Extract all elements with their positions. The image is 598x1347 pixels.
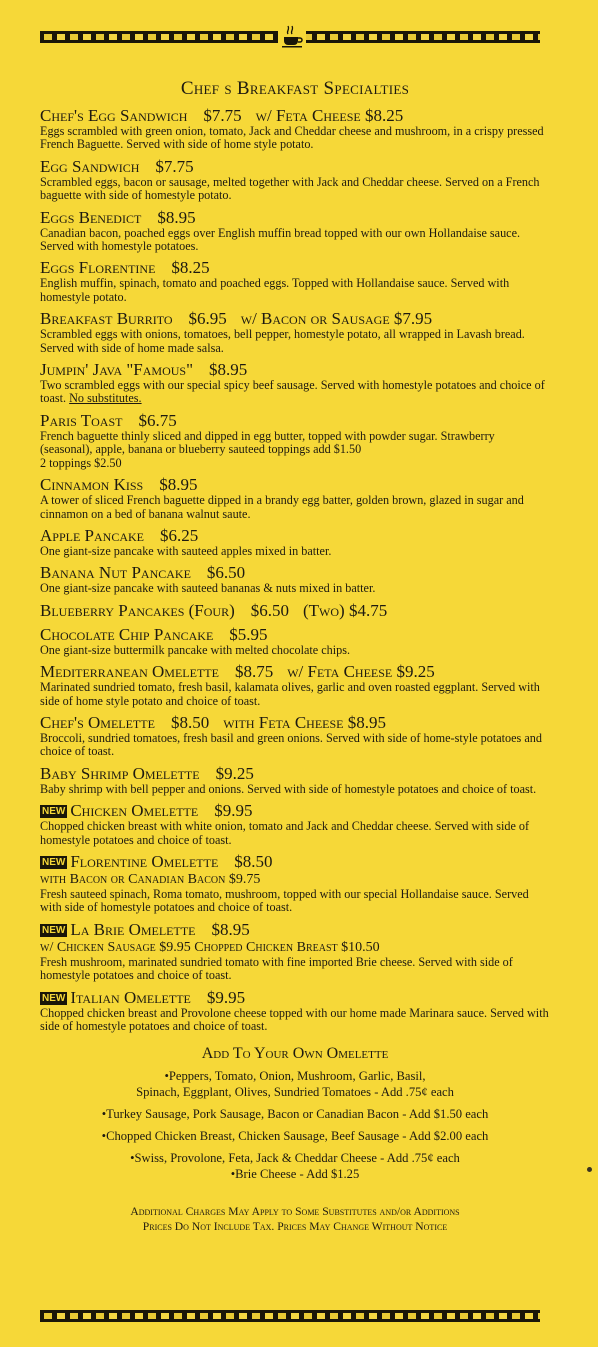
- menu-item-price: $8.95: [211, 919, 250, 939]
- menu-item-title: [40, 360, 550, 379]
- menu-item-name: Jumpin' Java "Famous": [40, 360, 194, 380]
- menu-item-title: [40, 526, 550, 545]
- add-ons-line: •Peppers, Tomato, Onion, Mushroom, Garlic, Basil, Spinach, Eggplant, Olives, Sundried Tomatoes - Add .75¢ each: [136, 1069, 454, 1100]
- menu-item-price: $9.95: [214, 801, 253, 821]
- menu-item-name: La Brie Omelette: [70, 919, 196, 939]
- menu-item-name: Egg Sandwich: [40, 156, 140, 176]
- menu-item-title: [40, 662, 550, 681]
- menu-item-title: [40, 411, 550, 430]
- menu-item-price: $6.50: [206, 563, 246, 583]
- menu-item-description: Marinated sundried tomato, fresh basil, kalamata olives, garlic and oven roasted eggplant. Served with side of home style potato and choice of toast.: [40, 680, 540, 708]
- menu-item-price: $8.50: [234, 851, 273, 871]
- menu-item-price: $6.95: [188, 309, 227, 329]
- menu-item-title: [40, 713, 550, 732]
- menu-item-title: [40, 258, 550, 277]
- add-ons-section: [40, 1046, 550, 1182]
- menu-item-note: No substitutes.: [69, 391, 142, 406]
- menu-item: [40, 526, 550, 563]
- new-badge: NEW: [42, 856, 66, 868]
- menu-item-title: [40, 208, 550, 227]
- menu-item: [40, 360, 550, 411]
- bottom-decorative-border: [40, 1310, 540, 1322]
- menu-item-description: Baby shrimp with bell pepper and onions. Served with side of homestyle potatoes and choice of toast.: [40, 781, 537, 796]
- menu-item-price: $6.75: [138, 410, 177, 430]
- page-title: Chef s Breakfast Specialties: [180, 78, 410, 99]
- menu-item-price: $8.75: [234, 662, 274, 682]
- menu-item-price: $8.50: [170, 712, 210, 732]
- menu-items-list: [40, 106, 550, 1038]
- menu-item: [40, 309, 550, 360]
- menu-item-extra-price: w/ Feta Cheese $8.25: [255, 106, 404, 125]
- menu-item-description: French baguette thinly sliced and dipped in egg butter, topped with powder sugar. Strawberry (seasonal), apple, banana or blueberry sauteed toppings add $1.50 2 toppings $2.50: [40, 428, 495, 470]
- side-dot: [587, 1167, 592, 1172]
- menu-item: [40, 764, 550, 801]
- menu-item-price: $6.50: [250, 600, 289, 620]
- menu-item-description: Fresh mushroom, marinated sundried tomato with fine imported Brie cheese. Served with side of homestyle potatoes and choice of toast.: [40, 954, 513, 983]
- menu-item-extra-price: w/ Feta Cheese $9.25: [287, 662, 435, 682]
- menu-item: [40, 920, 550, 988]
- menu-item-description: One giant-size pancake with sauteed apples mixed in batter.: [40, 543, 332, 558]
- menu-item-title: [40, 157, 550, 176]
- menu-item: [40, 411, 550, 475]
- menu-item-description: Scrambled eggs with onions, tomatoes, bell pepper, homestyle potato, all wrapped in Lavash bread. Served with side of home made salsa.: [40, 327, 525, 355]
- menu-item-price: $8.95: [209, 360, 248, 380]
- menu-item: [40, 563, 550, 600]
- menu-item-description: A tower of sliced French baguette dipped in a brandy egg batter, golden brown, glazed in sugar and cinnamon on a bed of banana walnut saute.: [40, 493, 524, 521]
- menu-item-price: $9.95: [206, 987, 246, 1007]
- menu-item-description: Eggs scrambled with green onion, tomato, Jack and Cheddar cheese and mushroom, in a crispy pressed French Baguette. Served with side of home style potato.: [40, 124, 544, 152]
- menu-item-name: Eggs Florentine: [40, 258, 156, 278]
- menu-item-description: Chopped chicken breast with white onion, tomato and Jack and Cheddar cheese. Served with side of homestyle potatoes and choice of toast.: [40, 819, 530, 847]
- menu-item-description: English muffin, spinach, tomato and poached eggs. Topped with Hollandaise sauce. Served with homestyle potato.: [40, 276, 510, 304]
- menu-item-title: [40, 309, 550, 328]
- menu-content: [40, 78, 550, 1234]
- footer-line: Additional Charges May Apply to Some Substitutes and/or Additions: [130, 1205, 460, 1219]
- menu-item-description: Scrambled eggs, bacon or sausage, melted together with Jack and Cheddar cheese. Served on a French baguette with side of homestyle potato.: [40, 174, 540, 203]
- menu-item: [40, 625, 550, 662]
- menu-item-title: [40, 106, 550, 125]
- menu-item: [40, 208, 550, 259]
- menu-item-name: Breakfast Burrito: [40, 309, 173, 329]
- menu-item-title: [40, 563, 550, 582]
- menu-item-name: Chicken Omelette: [70, 801, 199, 821]
- menu-item-description: Canadian bacon, poached eggs over English muffin bread topped with our own Hollandaise sauce. Served with homestyle potatoes.: [40, 225, 521, 254]
- menu-item-title: [40, 852, 550, 871]
- menu-item-name: Mediterranean Omelette: [40, 662, 219, 682]
- menu-item-extra-price: w/ Bacon or Sausage $7.95: [240, 309, 433, 329]
- menu-item-option-prices: with Bacon or Canadian Bacon $9.75: [40, 871, 261, 887]
- menu-item-name: Eggs Benedict: [40, 207, 142, 227]
- footer-notice: [40, 1204, 550, 1234]
- menu-item-price: $6.25: [160, 525, 199, 545]
- menu-item-price: $5.95: [229, 624, 268, 644]
- menu-item: [40, 106, 550, 157]
- menu-item: [40, 852, 550, 920]
- menu-item-name: Chocolate Chip Pancake: [40, 624, 214, 644]
- new-badge: NEW: [42, 806, 66, 818]
- menu-item-name: Cinnamon Kiss: [40, 475, 144, 495]
- menu-item: [40, 988, 550, 1039]
- new-badge: NEW: [42, 992, 66, 1004]
- menu-item-option-prices: w/ Chicken Sausage $9.95 Chopped Chicken Breast $10.50: [40, 939, 380, 955]
- menu-item-name: Banana Nut Pancake: [40, 563, 191, 583]
- menu-item-description: Chopped chicken breast and Provolone cheese topped with our home made Marinara sauce. Served with side of homestyle potatoes and choice of toast.: [40, 1005, 549, 1033]
- menu-item-description: One giant-size pancake with sauteed bananas & nuts mixed in batter.: [40, 581, 376, 596]
- menu-item-price: $9.25: [215, 763, 254, 783]
- menu-item-title: [40, 625, 550, 644]
- menu-item-title: [40, 801, 550, 820]
- menu-item-name: Blueberry Pancakes (Four): [40, 600, 235, 620]
- menu-item-title: [40, 764, 550, 783]
- menu-item-name: Chef's Omelette: [40, 712, 155, 732]
- menu-item-extra-price: (Two) $4.75: [303, 600, 388, 620]
- menu-item-name: Florentine Omelette: [70, 851, 219, 871]
- menu-item: [40, 258, 550, 309]
- menu-item: [40, 157, 550, 208]
- add-ons-line: •Chopped Chicken Breast, Chicken Sausage, Beef Sausage - Add $2.00 each: [101, 1129, 489, 1144]
- menu-item: [40, 475, 550, 526]
- menu-item-title: [40, 988, 550, 1007]
- add-ons-title: Add To Your Own Omelette: [201, 1045, 389, 1063]
- menu-item-name: Apple Pancake: [40, 525, 144, 545]
- menu-item: [40, 601, 550, 625]
- menu-item-price: $7.75: [203, 106, 242, 125]
- menu-item-name: Paris Toast: [40, 410, 123, 430]
- menu-item-description: Fresh sauteed spinach, Roma tomato, mushroom, topped with our special Hollandaise sauce. Served with side of homestyle potatoes and choice of toast.: [40, 886, 529, 915]
- new-badge: NEW: [42, 924, 66, 936]
- menu-item-description: Two scrambled eggs with our special spicy beef sausage. Served with homestyle potatoes and choice of toast. No substitutes.: [40, 378, 545, 406]
- menu-item-description: Broccoli, sundried tomatoes, fresh basil and green onions. Served with side of home-style potatoes and choice of toast.: [40, 730, 542, 759]
- menu-item-price: $8.95: [159, 475, 198, 495]
- add-ons-line: •Swiss, Provolone, Feta, Jack & Cheddar Cheese - Add .75¢ each •Brie Cheese - Add $1.25: [130, 1151, 460, 1182]
- menu-item-description: One giant-size buttermilk pancake with melted chocolate chips.: [40, 642, 350, 657]
- footer-line: Prices Do Not Include Tax. Prices May Change Without Notice: [142, 1220, 448, 1234]
- menu-item-name: Chef's Egg Sandwich: [40, 106, 188, 125]
- menu-item-price: $8.95: [157, 207, 196, 227]
- add-ons-line: •Turkey Sausage, Pork Sausage, Bacon or Canadian Bacon - Add $1.50 each: [101, 1107, 489, 1122]
- menu-item-name: Italian Omelette: [70, 987, 191, 1007]
- menu-item-title: [40, 475, 550, 494]
- menu-item-price: $8.25: [171, 258, 210, 278]
- menu-item: [40, 801, 550, 852]
- menu-item-price: $7.75: [155, 156, 194, 176]
- coffee-emblem-icon: [278, 22, 306, 50]
- menu-item: [40, 713, 550, 764]
- menu-item: [40, 662, 550, 713]
- menu-item-extra-price: with Feta Cheese $8.95: [223, 712, 386, 732]
- menu-item-title: [40, 601, 550, 620]
- menu-item-name: Baby Shrimp Omelette: [40, 763, 200, 783]
- menu-item-title: [40, 920, 550, 939]
